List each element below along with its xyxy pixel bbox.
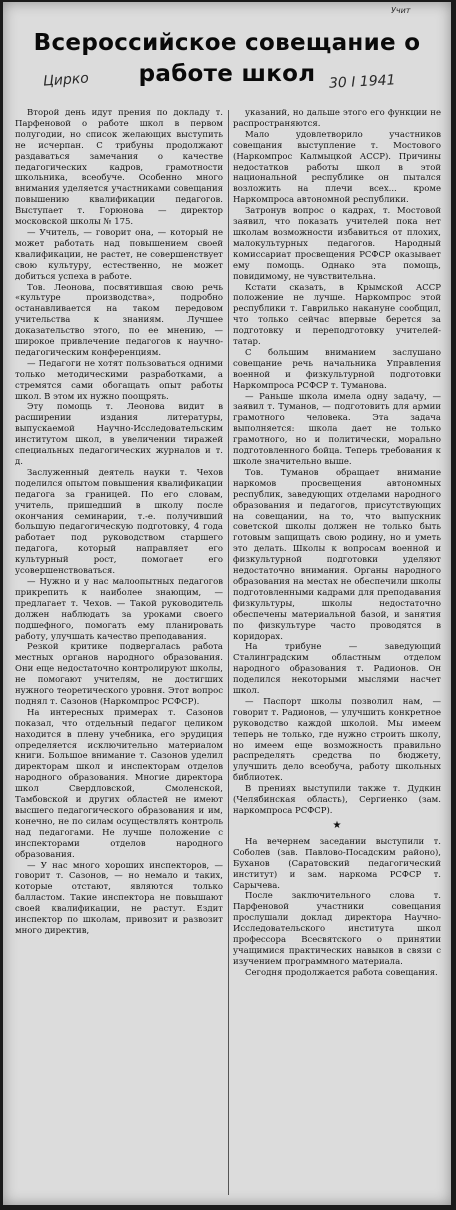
- paragraph: На интересных примерах т. Сазонов показал, что отдельный педагог целиком находится в плену учебника, его эрудиция определяется исключительно материалом книги. Большое внимание т. Сазонов уделил директорам школ и инспекторам отделов народного образования. Многие директора школ Свердловской, Смоленской, Тамбовской и других областей не имеют высшего педагогического образования и им, конечно, не по силам осуществлять контроль над педагогами. Не лучше положение с инспекторами отделов народного образования.: [15, 707, 223, 860]
- paragraph: Второй день идут прения по докладу т. Парфеновой о работе школ в первом полугодии, но список желающих выступить не исчерпан. С трибуны продолжают раздаваться замечания о качестве педагогических кадров, грамотности школьника, всеобуче. Особенно много внимания уделяется участниками совещания повышению квалификации педагогов. Выступает т. Горюнова — директор московской школы № 175.: [15, 108, 223, 228]
- handwritten-note-top: Учит: [391, 6, 411, 15]
- paragraph: На вечернем заседании выступили т. Соболев (зав. Павлово-Посадским районо), Буханов (Саратовский педагогический институт) и зам. наркома РСФСР т. Сарычева.: [233, 836, 441, 891]
- handwritten-date: 30 I 1941: [328, 72, 396, 92]
- paragraph: Мало удовлетворило участников совещания выступление т. Мостового (Наркомпрос Калмыцкой АССР). Причины недостатков работы школ в этой национальной республике он пытался возложить на плечи всех... кроме Наркомпроса автономной республики.: [233, 129, 441, 206]
- paragraph: Затронув вопрос о кадрах, т. Мостовой заявил, что показать учителей пока нет школам возможности избавиться от плохих, малокультурных педагогов. Народный комиссариат просвещения РСФСР оказывает ему помощь. Однако эта помощь, повидимому, не чувствительна.: [233, 206, 441, 282]
- paragraph: — У нас много хороших инспекторов, — говорит т. Сазонов, — но немало и таких, которые отстают, являются только балластом. Такие инспектора не повышают своей квалификации, не растут. Ездит инспектор по школам, привозит и развозит много директив,: [15, 860, 223, 936]
- paragraph: На трибуне — заведующий Сталинградским областным отделом народного образования т. Радионов. Он поделился некоторыми мыслями насчет школ.: [233, 642, 441, 697]
- newspaper-clipping: [3, 2, 451, 1205]
- paragraph: Сегодня продолжается работа совещания.: [245, 967, 438, 978]
- paragraph: — Нужно и у нас малоопытных педагогов прикрепить к наиболее знающим, — предлагает т. Чехов. — Такой руководитель должен наблюдать за уроками своего подшефного, помогать ему планировать работу, улучшать качество преподавания.: [15, 576, 223, 642]
- right-column: [233, 108, 441, 979]
- paragraph: указаний, но дальше этого его функции не распространяются.: [233, 108, 441, 129]
- handwritten-note-left: Цирко: [42, 70, 90, 90]
- paragraph: После заключительного слова т. Парфеновой участники совещания прослушали доклад директора Научно-Исследовательского института школ профессора Всесвятского о принятии учащимися практических навыков в связи с изучением программного материала.: [233, 891, 441, 967]
- paragraph: В прениях выступили также т. Дудкин (Челябинская область), Сергиенко (зам. наркомпроса РСФСР).: [233, 784, 441, 816]
- paragraph: — Паспорт школы позволил нам, — говорит т. Радионов, — улучшить конкретное руководство каждой школой. Мы имеем теперь не только, где нужно строить школу, но имеем еще возможность правильно распределять средства по бюджету, улучшить дело всеобуча, работу школьных библиотек.: [233, 696, 441, 784]
- paragraph: Кстати сказать, в Крымской АССР положение не лучше. Наркомпрос этой республики т. Гаврилько накануне сообщил, что только сейчас впервые берется за подготовку и переподготовку учителей-татар.: [233, 282, 441, 348]
- paragraph: — Учитель, — говорит она, — который не может работать над повышением своей квалификации, не растет, не совершенствует свою культуру, естественно, не может добиться успеха в работе.: [15, 227, 223, 282]
- paragraph: С большим вниманием заслушано совещание речь начальника Управления военной и физкультурной подготовки Наркомпроса РСФСР т. Туманова.: [233, 347, 441, 391]
- section-separator-star: ★: [332, 819, 342, 831]
- paragraph: Эту помощь т. Леонова видит в расширении издания литературы, выпускаемой Научно-Исследовательским институтом школ, в увеличении тиражей специальных педагогических журналов и т. д.: [15, 402, 223, 467]
- paragraph: Заслуженный деятель науки т. Чехов поделился опытом повышения квалификации педагога за границей. По его словам, учитель, пришедший в школу после окончания семинарии, т.-е. получивший большую педагогическую подготовку, 4 года работает под руководством старшего педагога, который направляет его культурный рост, помогает его усовершенствоваться.: [15, 467, 223, 577]
- article-headline: Всероссийское совещание о работе школ: [33, 30, 421, 87]
- paragraph: Тов. Туманов обращает внимание наркомов просвещения автономных республик, заведующих отделами народного образования и педагогов, присутствующих на совещании, на то, что выпускник советской школы должен не только быть готовым защищать свою родину, но и уметь это делать. Школы к вопросам военной и физкультурной подготовки уделяют недостаточно внимания. Органы народного образования на местах не обеспечили школы подготовленными кадрами для преподавания физкультуры, школы недостаточно обеспечены материальной базой, и занятия по физкультуре часто проводятся в коридорах.: [233, 467, 441, 642]
- column-divider: [228, 110, 229, 1195]
- paragraph: Резкой критике подвергалась работа местных органов народного образования. Они еще недостаточно контролируют школы, не помогают учителям, не достигших нужного теоретического уровня. Этот вопрос поднял т. Сазонов (Наркомпрос РСФСР).: [15, 642, 223, 707]
- paragraph: Тов. Леонова, посвятившая свою речь «культуре производства», подробно останавливается на таком передовом учительства к знаниям. Лучшее доказательство этого, по ее мнению, — широкое привлечение педагогов к научно-педагогическим конференциям.: [15, 282, 223, 358]
- left-column: [15, 108, 223, 937]
- paragraph: — Раньше школа имела одну задачу, — заявил т. Туманов, — подготовить для армии грамотного человека. Эта задача выполняется: школа дает не только грамотного, но и политически, морально подготовленного бойца. Теперь требования к школе значительно выше.: [233, 391, 441, 467]
- paragraph: — Педагоги не хотят пользоваться одними только методическими разработками, а стремятся сами обогащать опыт работы школ. В этом их нужно поощрять.: [15, 358, 223, 402]
